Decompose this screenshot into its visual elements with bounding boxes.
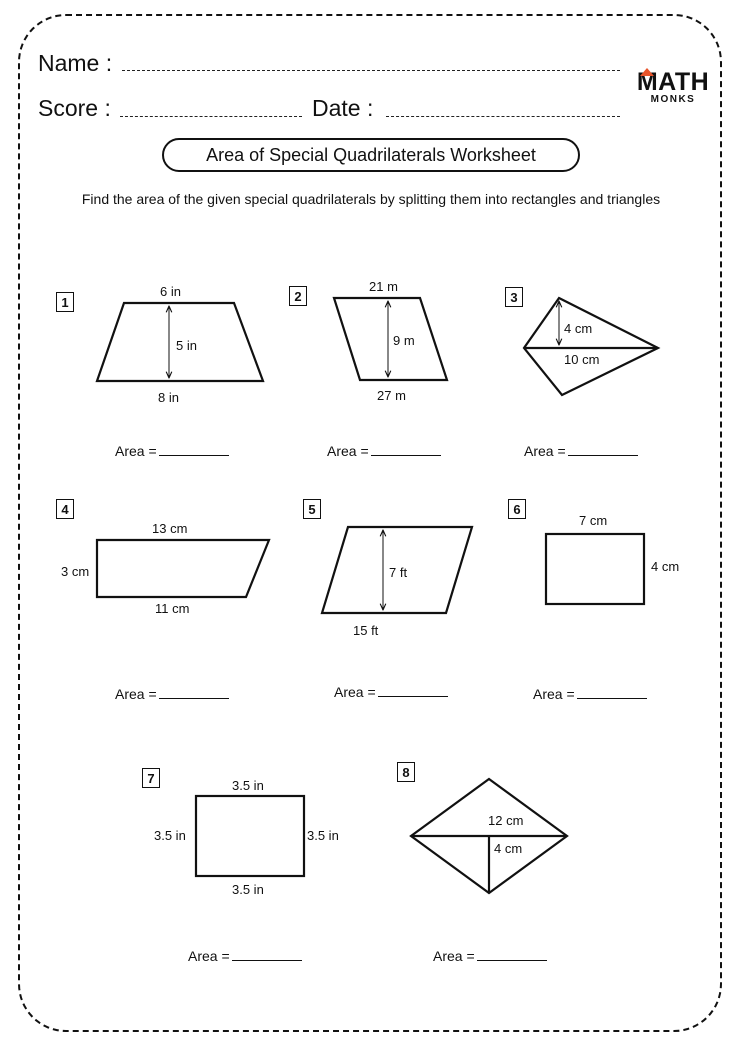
answer-label: Area = [433,948,475,964]
figure-5-bottom-label: 15 ft [353,623,379,638]
answer-blank[interactable] [378,684,448,697]
problem-number-1: 1 [56,292,74,312]
answer-blank[interactable] [477,948,547,961]
score-label: Score : [38,95,111,121]
answer-7[interactable] [188,948,302,964]
problem-number-3: 3 [505,287,523,307]
answer-blank[interactable] [232,948,302,961]
answer-blank[interactable] [159,443,229,456]
figure-6-rectangle [546,513,679,604]
problem-number-8: 8 [397,762,415,782]
figure-2-top-label: 21 m [369,279,398,294]
answer-label: Area = [524,443,566,459]
figure-6-top-label: 7 cm [579,513,608,528]
figure-3-base-label: 10 cm [564,352,600,367]
name-label: Name : [38,50,113,76]
figure-8-width-label: 12 cm [488,813,524,828]
worksheet-title: Area of Special Quadrilaterals Worksheet [162,138,580,172]
figure-1-top-label: 6 in [160,284,181,299]
logo-text-sub: MONKS [650,94,696,105]
figure-4-trapezoid [61,521,269,616]
problem-number-4: 4 [56,499,74,519]
figure-8-rhombus [411,779,567,893]
answer-label: Area = [327,443,369,459]
figure-3-kite [524,298,658,395]
figure-7-square [154,778,339,897]
problem-number-7: 7 [142,768,160,788]
answer-1[interactable] [115,443,229,459]
problem-number-6: 6 [508,499,526,519]
figure-4-bottom-label: 11 cm [155,601,190,616]
figure-1-height-label: 5 in [176,338,197,353]
answer-blank[interactable] [159,686,229,699]
answer-label: Area = [334,684,376,700]
figure-7-bottom-label: 3.5 in [232,882,264,897]
answer-label: Area = [533,686,575,702]
figure-3-height-label: 4 cm [564,321,593,336]
problem-number-2: 2 [289,286,307,306]
problem-number-5: 5 [303,499,321,519]
answer-3[interactable] [524,443,638,459]
figure-1-trapezoid [97,284,263,405]
figure-2-bottom-label: 27 m [377,388,406,403]
answer-label: Area = [115,443,157,459]
figure-4-top-label: 13 cm [152,521,188,536]
figure-7-top-label: 3.5 in [232,778,264,793]
figure-2-parallelogram [334,279,447,403]
logo-text-main: MATH [636,68,710,96]
answer-6[interactable] [533,686,647,702]
figure-6-side-label: 4 cm [651,559,680,574]
figure-1-bottom-label: 8 in [158,390,179,405]
answer-5[interactable] [334,684,448,700]
answer-label: Area = [188,948,230,964]
answer-8[interactable] [433,948,547,964]
figure-4-height-label: 3 cm [61,564,90,579]
figure-2-height-label: 9 m [393,333,415,348]
figure-7-right-label: 3.5 in [307,828,339,843]
figure-8-height-label: 4 cm [494,841,523,856]
figure-5-parallelogram [322,527,472,638]
answer-4[interactable] [115,686,229,702]
answer-label: Area = [115,686,157,702]
figure-7-left-label: 3.5 in [154,828,186,843]
figure-5-height-label: 7 ft [389,565,408,580]
answer-blank[interactable] [577,686,647,699]
answer-2[interactable] [327,443,441,459]
answer-blank[interactable] [568,443,638,456]
date-label: Date : [312,95,374,121]
answer-blank[interactable] [371,443,441,456]
instructions: Find the area of the given special quadrilaterals by splitting them into rectangles and triangles [81,191,661,207]
